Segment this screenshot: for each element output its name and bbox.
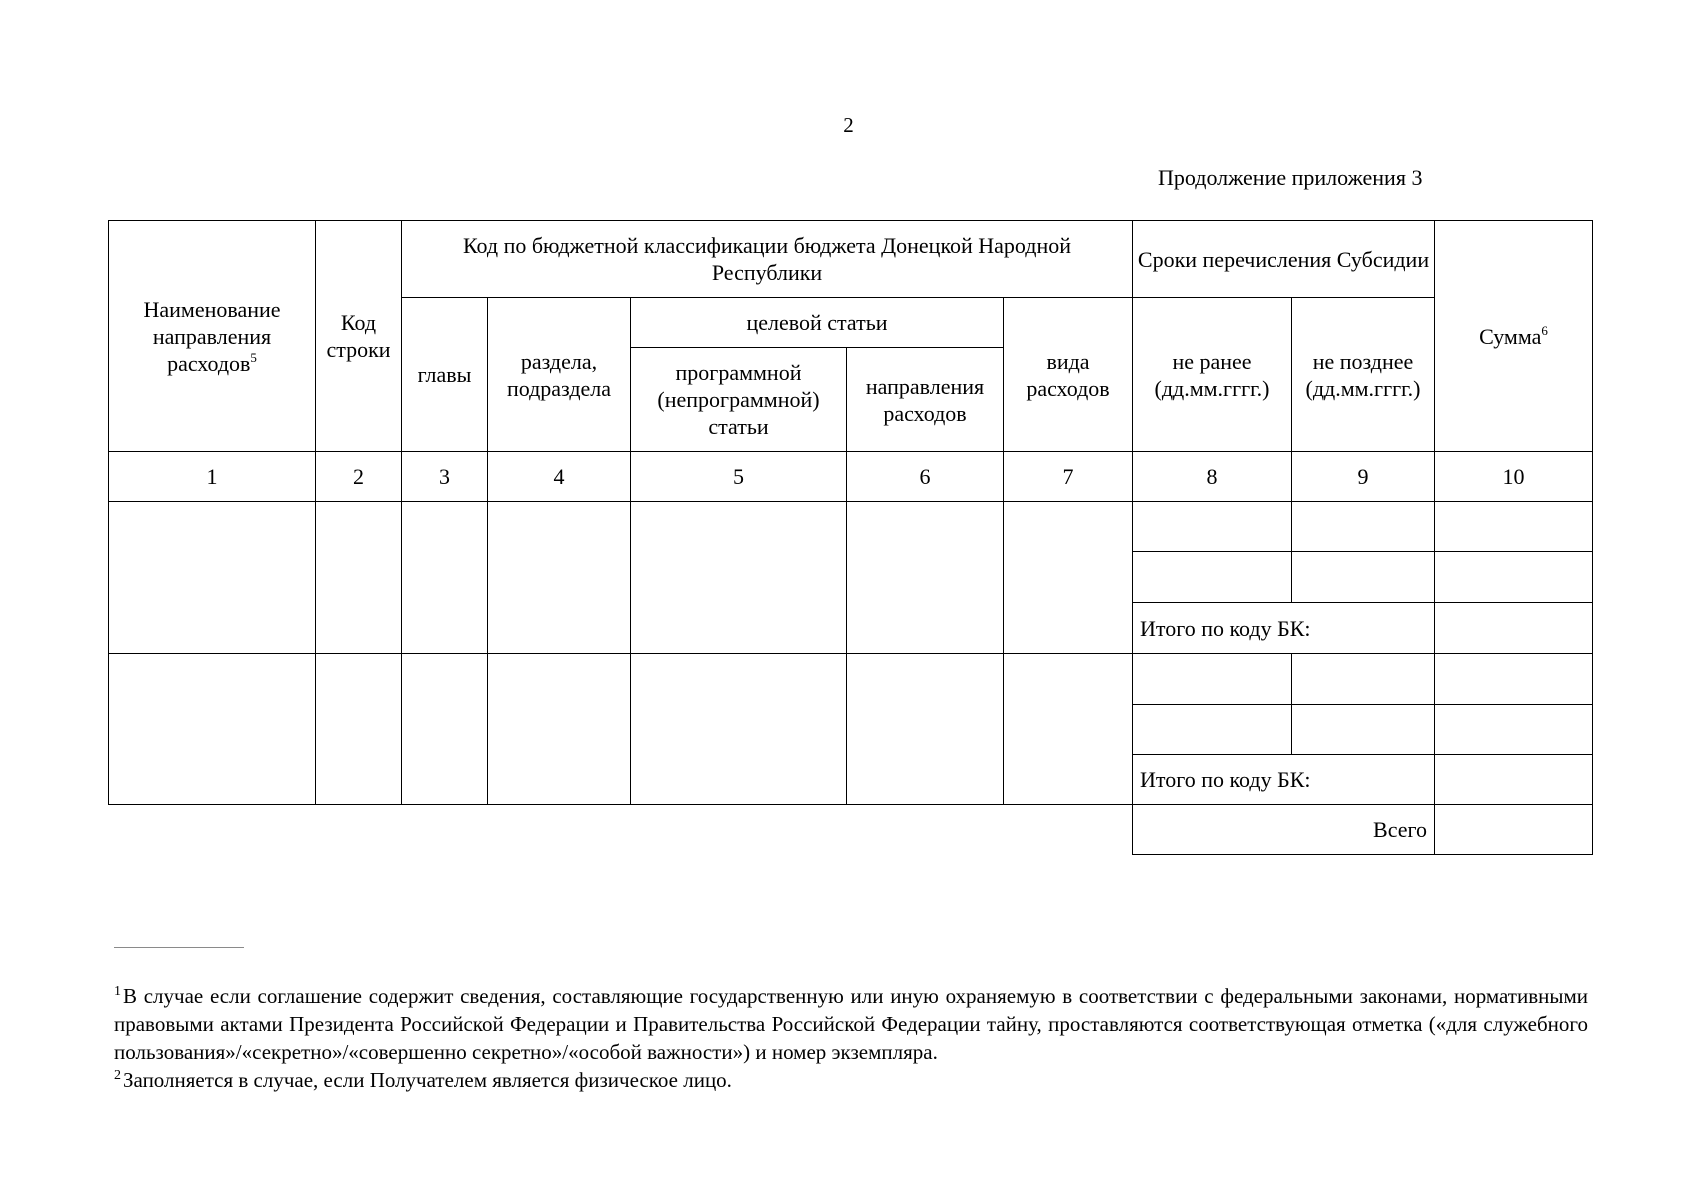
table-row: [109, 654, 1593, 705]
cell-program-item[interactable]: [631, 502, 847, 654]
footnote-separator: [114, 947, 244, 948]
cell-line-code[interactable]: [316, 654, 402, 805]
footnote: $^1$В случае если соглашение содержит сведения, составляющие государственную или иную охраняемую в соответствии с федеральными законами, нормативными правовыми актами Президента Российской Федерации и Правительства Российской Федерации тайну, проставляются соответствующая отметка («для служебного пользования»/«секретно»/«совершенно секретно»/«особой важности») и номер экземпляра.: [114, 984, 1588, 1064]
cell-line-code[interactable]: [316, 502, 402, 654]
grand-total-label: Всего: [1133, 805, 1435, 855]
cell-expense-type[interactable]: [1004, 502, 1133, 654]
column-number: 10: [1435, 452, 1593, 502]
column-number: 5: [631, 452, 847, 502]
cell-not-before[interactable]: [1133, 552, 1292, 603]
cell-program-item[interactable]: [631, 654, 847, 805]
cell-not-after[interactable]: [1292, 705, 1435, 755]
header-section: раздела, подраздела: [488, 298, 631, 452]
column-number: 9: [1292, 452, 1435, 502]
appendix-caption: Продолжение приложения 3: [1158, 165, 1423, 190]
subtotal-label: Итого по коду БК:: [1133, 755, 1435, 805]
cell-expense-name[interactable]: [109, 654, 316, 805]
cell-not-after[interactable]: [1292, 502, 1435, 552]
header-bk-code-group: Код по бюджетной классификации бюджета Донецкой Народной Республики: [402, 221, 1133, 298]
column-number: 7: [1004, 452, 1133, 502]
column-number: 2: [316, 452, 402, 502]
cell-section[interactable]: [488, 654, 631, 805]
cell-not-after[interactable]: [1292, 552, 1435, 603]
header-expense-name: Наименование направления расходов$^5$: [109, 221, 316, 452]
cell-expense-type[interactable]: [1004, 654, 1133, 805]
cell-sum[interactable]: [1435, 705, 1593, 755]
header-not-after: не позднее (дд.мм.гггг.): [1292, 298, 1435, 452]
cell-grand-total-sum[interactable]: [1435, 805, 1593, 855]
cell-not-after[interactable]: [1292, 654, 1435, 705]
header-target-item: целевой статьи: [631, 298, 1004, 348]
header-chapter: главы: [402, 298, 488, 452]
grand-total-row: [109, 805, 1593, 855]
cell-sum[interactable]: [1435, 552, 1593, 603]
table-row: [109, 502, 1593, 552]
header-not-before: не ранее (дд.мм.гггг.): [1133, 298, 1292, 452]
cell-expense-name[interactable]: [109, 502, 316, 654]
column-number: 6: [847, 452, 1004, 502]
footnote: $^2$Заполняется в случае, если Получателем является физическое лицо.: [114, 1068, 732, 1092]
cell-not-before[interactable]: [1133, 654, 1292, 705]
cell-subtotal-sum[interactable]: [1435, 603, 1593, 654]
cell-direction[interactable]: [847, 654, 1004, 805]
page-number: 2: [843, 113, 854, 137]
column-number: 4: [488, 452, 631, 502]
footnotes: [114, 982, 1588, 1094]
cell-sum[interactable]: [1435, 502, 1593, 552]
cell-chapter[interactable]: [402, 654, 488, 805]
column-number: 1: [109, 452, 316, 502]
header-transfer-terms: Сроки перечисления Субсидии: [1133, 221, 1435, 298]
cell-direction[interactable]: [847, 502, 1004, 654]
header-expense-direction: направления расходов: [847, 348, 1004, 452]
header-line-code: Код строки: [316, 221, 402, 452]
subtotal-label: Итого по коду БК:: [1133, 603, 1435, 654]
cell-sum[interactable]: [1435, 654, 1593, 705]
column-number-row: [109, 452, 1593, 502]
cell-not-before[interactable]: [1133, 502, 1292, 552]
cell-subtotal-sum[interactable]: [1435, 755, 1593, 805]
cell-section[interactable]: [488, 502, 631, 654]
subsidy-schedule-table: [108, 220, 1593, 855]
column-number: 8: [1133, 452, 1292, 502]
header-expense-type: вида расходов: [1004, 298, 1133, 452]
cell-not-before[interactable]: [1133, 705, 1292, 755]
column-number: 3: [402, 452, 488, 502]
header-sum: Сумма$^6$: [1435, 221, 1593, 452]
header-program-item: программной (непрограммной) статьи: [631, 348, 847, 452]
cell-chapter[interactable]: [402, 502, 488, 654]
